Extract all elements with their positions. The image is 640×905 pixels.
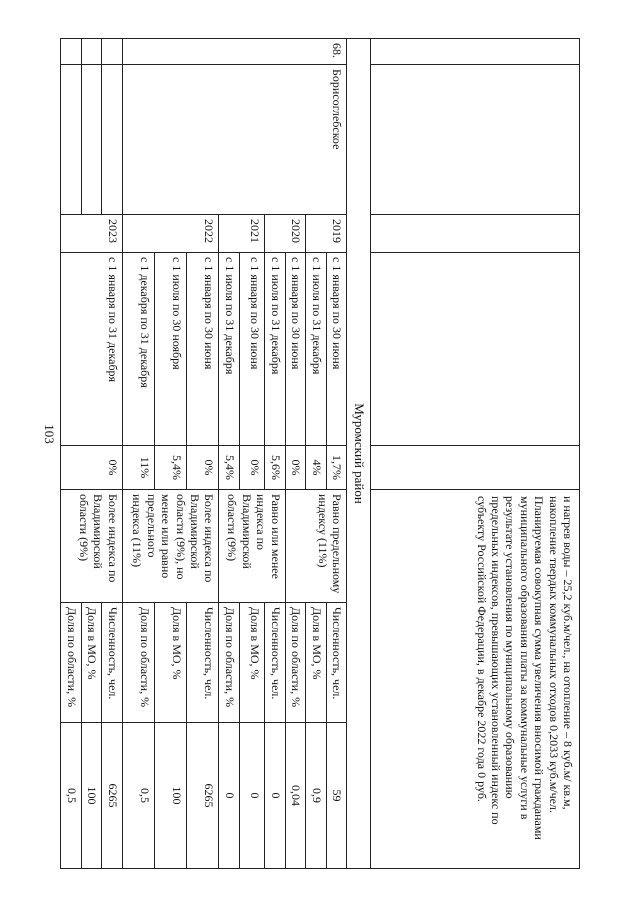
period-label: с 1 июля по 30 ноября	[154, 252, 186, 445]
period-label: с 1 января по 30 июня	[285, 252, 306, 445]
metric-value: 6265	[102, 722, 123, 868]
metric-value: 0,5	[122, 722, 154, 868]
metric-value: 0	[265, 722, 286, 868]
index-value: 1,7%	[326, 445, 347, 489]
metric-label: Доля в МО, %	[306, 602, 327, 722]
municipality-number: 68.	[122, 38, 346, 64]
metric-label: Доля в МО, %	[239, 602, 264, 722]
metric-value: 0	[219, 722, 240, 868]
index-value: 5,4%	[154, 445, 186, 489]
note-line-1: и нагрев воды – 25,2 куб.м/чел., на отопление – 8 куб.м/ кв.м, накопление твердых коммунальных отходов 0,2033 куб.м/чел.	[546, 495, 575, 813]
page-number: 103	[42, 424, 57, 444]
period-label: с 1 декабря по 31 декабря	[122, 252, 154, 445]
year-cell: 2020	[265, 214, 306, 252]
metric-label: Численность, чел.	[326, 602, 347, 722]
period-label: с 1 июля по 31 декабря	[306, 252, 327, 445]
metric-label: Доля по области, %	[61, 602, 82, 722]
section-title: Муромский район	[347, 38, 371, 868]
municipality-name: Борисоглебское	[122, 64, 346, 214]
metric-value: 100	[81, 722, 102, 868]
year-cell: 2019	[306, 214, 347, 252]
tariff-index-table	[60, 38, 580, 869]
note-cell	[371, 489, 580, 868]
index-value: 4%	[306, 445, 327, 489]
metric-value: 0,04	[285, 722, 306, 868]
metric-label: Доля в МО, %	[154, 602, 186, 722]
note-line-2: Планируемая совокупная сумма увеличения вносимой гражданами муниципального образования платы за коммунальные услуги в результате установления по муниципальному образованию предельных индексов, превышающих установленный индекс по субъекту Российской Федерации, в декабре 2022 года 0 руб.	[474, 495, 547, 840]
metric-value: 6265	[187, 722, 219, 868]
period-label: с 1 июля по 31 декабря	[265, 252, 286, 445]
metric-label: Доля по области, %	[285, 602, 306, 722]
metric-label: Численность, чел.	[187, 602, 219, 722]
period-label: с 1 января по 30 июня	[239, 252, 264, 445]
period-label: с 1 июля по 31 декабря	[219, 252, 240, 445]
index-value: 5,4%	[219, 445, 240, 489]
section-row	[347, 38, 371, 868]
metric-value: 0,5	[61, 722, 82, 868]
year-cell: 2021	[219, 214, 265, 252]
metric-label: Численность, чел.	[102, 602, 123, 722]
metric-label: Доля по области, %	[122, 602, 154, 722]
metric-label: Доля по области, %	[219, 602, 240, 722]
category-label: Равно предельному индексу (11%)	[285, 489, 347, 602]
category-label: Более индекса по Владимирской области (9%)	[61, 489, 123, 602]
category-label: Более индекса по Владимирской области (9%), но менее или равно предельного индекса (11%)	[122, 489, 219, 602]
index-value: 5,6%	[265, 445, 286, 489]
year-cell: 2022	[122, 214, 219, 252]
metric-label: Доля в МО, %	[81, 602, 102, 722]
metric-label: Численность, чел.	[265, 602, 286, 722]
index-value: 0%	[239, 445, 264, 489]
index-value: 11%	[122, 445, 154, 489]
table-row	[326, 38, 347, 868]
note-row	[371, 38, 580, 868]
index-value: 0%	[285, 445, 306, 489]
table-row	[102, 38, 123, 868]
metric-value: 0,9	[306, 722, 327, 868]
index-value: 0%	[187, 445, 219, 489]
period-label: с 1 января по 31 декабря	[61, 252, 123, 445]
metric-value: 0	[239, 722, 264, 868]
metric-value: 100	[154, 722, 186, 868]
period-label: с 1 января по 30 июня	[326, 252, 347, 445]
metric-value: 59	[326, 722, 347, 868]
index-value: 0%	[61, 445, 123, 489]
year-cell: 2023	[61, 214, 123, 252]
category-label: Равно или менее индекса по Владимирской области (9%)	[219, 489, 285, 602]
period-label: с 1 января по 30 июня	[187, 252, 219, 445]
rotated-table-page	[60, 38, 580, 868]
